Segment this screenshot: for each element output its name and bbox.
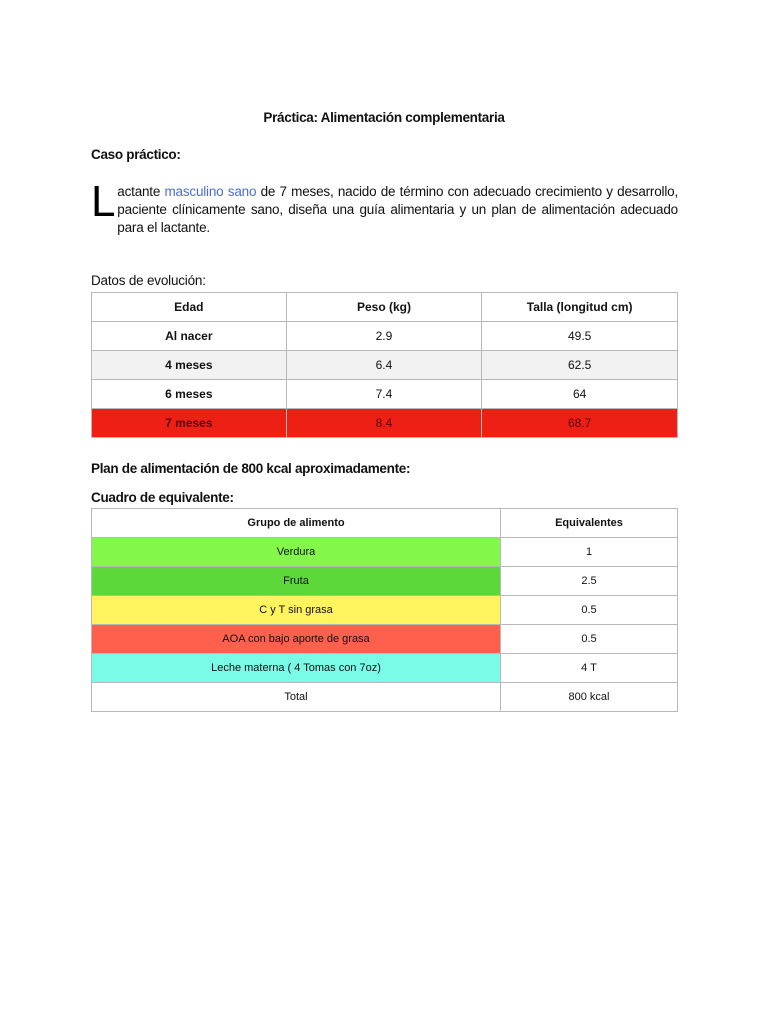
- table-row: [92, 654, 678, 683]
- cell-peso: 2.9: [286, 322, 482, 351]
- cell-grupo: Leche materna ( 4 Tomas con 7oz): [92, 654, 501, 683]
- table-row: [92, 538, 678, 567]
- cell-grupo: Total: [92, 683, 501, 712]
- page-title: Práctica: Alimentación complementaria: [263, 110, 505, 125]
- cell-equivalentes: 1: [501, 538, 678, 567]
- cell-peso: 7.4: [286, 380, 482, 409]
- cell-grupo: Fruta: [92, 567, 501, 596]
- cell-grupo: C y T sin grasa: [92, 596, 501, 625]
- header-peso: Peso (kg): [286, 293, 482, 322]
- cell-peso: 6.4: [286, 351, 482, 380]
- cell-peso: 8.4: [286, 409, 482, 438]
- cell-talla: 62.5: [482, 351, 678, 380]
- cell-grupo: Verdura: [92, 538, 501, 567]
- evolution-label: Datos de evolución:: [91, 273, 206, 288]
- header-talla: Talla (longitud cm): [482, 293, 678, 322]
- table-row-highlighted: [92, 409, 678, 438]
- case-heading: Caso práctico:: [91, 147, 181, 162]
- cell-talla: 68.7: [482, 409, 678, 438]
- table-row: [92, 567, 678, 596]
- table-row-total: [92, 683, 678, 712]
- equivalents-table: [91, 508, 678, 712]
- header-grupo: Grupo de alimento: [92, 509, 501, 538]
- table-row: [92, 351, 678, 380]
- cell-equivalentes: 800 kcal: [501, 683, 678, 712]
- header-equivalentes: Equivalentes: [501, 509, 678, 538]
- dropcap: L: [91, 177, 116, 226]
- header-edad: Edad: [92, 293, 287, 322]
- intro-text-start: actante: [117, 184, 165, 199]
- table-header-row: [92, 509, 678, 538]
- intro-link[interactable]: masculino sano: [164, 184, 257, 199]
- evolution-table: [91, 292, 678, 438]
- cell-edad: 4 meses: [92, 351, 287, 380]
- table-header-row: [92, 293, 678, 322]
- cell-equivalentes: 0.5: [501, 596, 678, 625]
- cell-edad: 6 meses: [92, 380, 287, 409]
- cell-equivalentes: 0.5: [501, 625, 678, 654]
- cell-equivalentes: 2.5: [501, 567, 678, 596]
- equivalents-heading: Cuadro de equivalente:: [91, 490, 234, 505]
- cell-equivalentes: 4 T: [501, 654, 678, 683]
- intro-paragraph: [91, 177, 678, 237]
- table-row: [92, 380, 678, 409]
- plan-heading: Plan de alimentación de 800 kcal aproximadamente:: [91, 461, 411, 476]
- cell-edad: Al nacer: [92, 322, 287, 351]
- cell-talla: 49.5: [482, 322, 678, 351]
- cell-edad: 7 meses: [92, 409, 287, 438]
- cell-grupo: AOA con bajo aporte de grasa: [92, 625, 501, 654]
- intro-text-end: de 7 meses, nacido de término con adecuado crecimiento y desarrollo, paciente clínicamente sano, diseña una guía alimentaria y un plan de alimentación adecuado para el lactante.: [117, 184, 678, 235]
- table-row: [92, 322, 678, 351]
- cell-talla: 64: [482, 380, 678, 409]
- table-row: [92, 625, 678, 654]
- table-row: [92, 596, 678, 625]
